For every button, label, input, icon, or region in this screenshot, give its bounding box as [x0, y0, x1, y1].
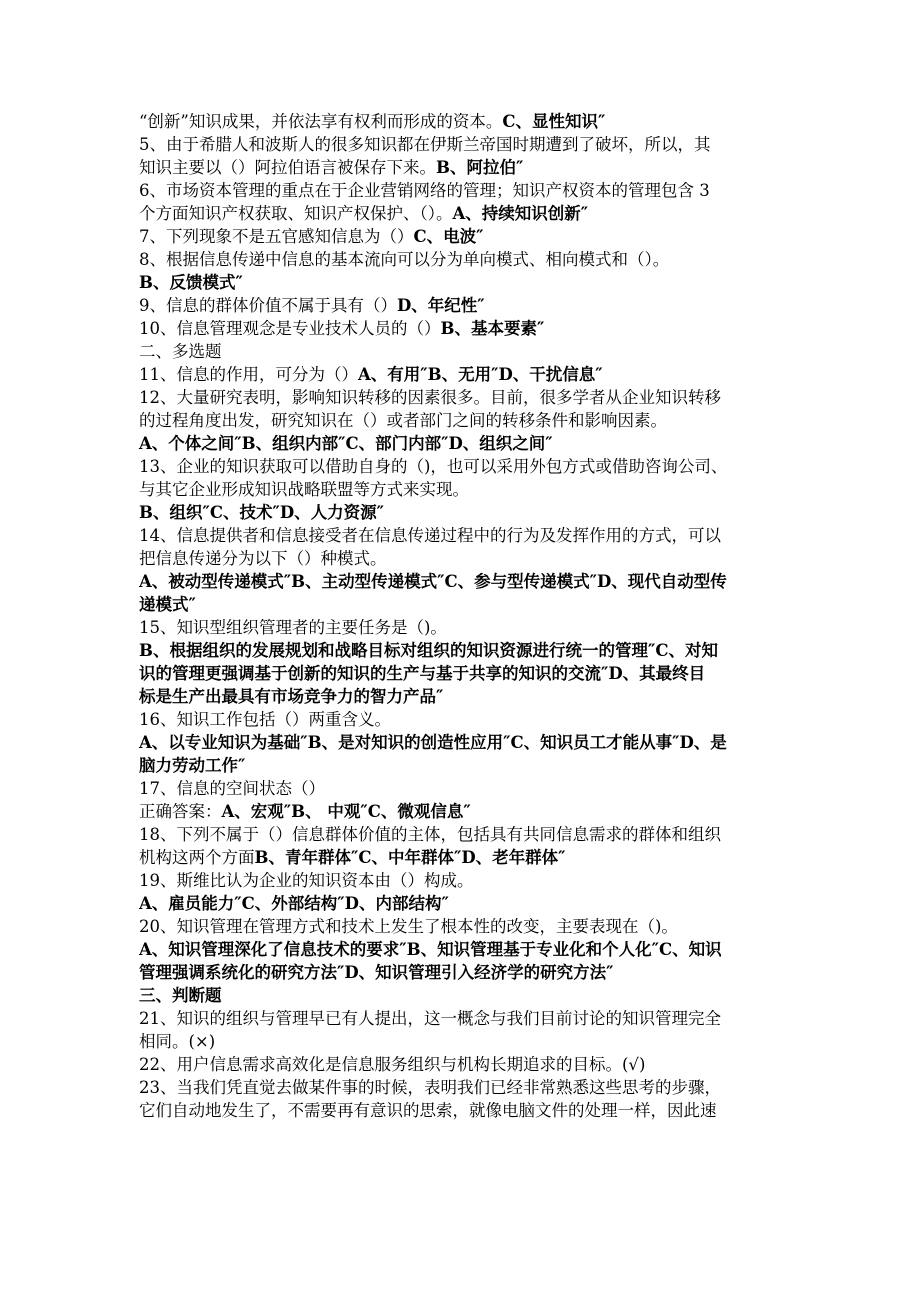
text-line: [139, 110, 787, 133]
answer-text: 递模式″: [139, 595, 196, 614]
text-line: [139, 1053, 787, 1076]
question-text: 11、信息的作用，可分为（）: [139, 365, 358, 384]
answer-text: A、个体之间″B、组织内部″C、部门内部″D、组织之间″: [139, 434, 553, 453]
question-text: 的过程角度出发，研究知识在（）或者部门之间的转移条件和影响因素。: [139, 411, 667, 430]
text-line: [139, 1099, 787, 1122]
text-line: [139, 478, 787, 501]
answer-text: B、组织″C、技术″D、人力资源″: [139, 503, 385, 522]
text-line: [139, 1076, 787, 1099]
text-line: [139, 501, 787, 524]
text-line: [139, 731, 787, 754]
text-line: [139, 547, 787, 570]
text-line: [139, 455, 787, 478]
answer-text: C、电波″: [413, 227, 484, 246]
text-line: [139, 179, 787, 202]
answer-text: 识的管理更强调基于创新的知识的生产与基于共享的知识的交流″D、其最终目: [139, 664, 706, 683]
text-line: [139, 317, 787, 340]
text-line: [139, 754, 787, 777]
question-text: 二、多选题: [139, 342, 222, 361]
text-line: [139, 984, 787, 1007]
text-line: [139, 662, 787, 685]
text-line: [139, 593, 787, 616]
text-line: [139, 202, 787, 225]
question-text: 19、斯维比认为企业的知识资本由（）构成。: [139, 871, 474, 890]
text-line: [139, 156, 787, 179]
text-line: [139, 639, 787, 662]
answer-text: 管理强调系统化的研究方法″D、知识管理引入经济学的研究方法″: [139, 963, 614, 982]
answer-text: B、根据组织的发展规划和战略目标对组织的知识资源进行统一的管理″C、对知: [139, 641, 718, 660]
text-line: [139, 570, 787, 593]
text-line: [139, 892, 787, 915]
answer-text: A、宏观″B、 中观″C、微观信息″: [221, 802, 471, 821]
text-line: [139, 777, 787, 800]
text-line: [139, 386, 787, 409]
text-line: [139, 1007, 787, 1030]
text-line: [139, 961, 787, 984]
text-line: [139, 271, 787, 294]
answer-text: A、雇员能力″C、外部结构″D、内部结构″: [139, 894, 449, 913]
answer-text: A、知识管理深化了信息技术的要求″B、知识管理基于专业化和个人化″C、知识: [139, 940, 722, 959]
answer-text: A、有用″B、无用″D、干扰信息″: [358, 365, 603, 384]
text-line: [139, 915, 787, 938]
answer-text: B、青年群体″C、中年群体″D、老年群体″: [254, 848, 566, 867]
text-line: [139, 524, 787, 547]
question-text: 14、信息提供者和信息接受者在信息传递过程中的行为及发挥作用的方式，可以: [139, 526, 721, 545]
text-line: [139, 363, 787, 386]
text-line: [139, 869, 787, 892]
answer-text: 标是生产出最具有市场竞争力的智力产品″: [139, 687, 444, 706]
text-line: [139, 846, 787, 869]
answer-text: C、显性知识″: [502, 112, 606, 131]
text-line: [139, 685, 787, 708]
text-line: [139, 340, 787, 363]
question-text: 相同。(×): [139, 1032, 216, 1051]
answer-text: B、反馈模式″: [139, 273, 243, 292]
text-line: [139, 1030, 787, 1053]
answer-text: D、年纪性″: [397, 296, 485, 315]
answer-text: B、基本要素″: [440, 319, 545, 338]
question-text: 20、知识管理在管理方式和技术上发生了根本性的改变，主要表现在（)。: [139, 917, 678, 936]
question-text: 18、下列不属于（）信息群体价值的主体，包括具有共同信息需求的群体和组织: [139, 825, 721, 844]
question-text: 12、大量研究表明，影响知识转移的因素很多。目前，很多学者从企业知识转移: [139, 388, 721, 407]
document-body: [139, 110, 787, 1122]
question-text: 6、市场资本管理的重点在于企业营销网络的管理；知识产权资本的管理包含 3: [139, 181, 710, 200]
question-text: 个方面知识产权获取、知识产权保护、（）。: [139, 204, 453, 223]
text-line: [139, 409, 787, 432]
question-text: 10、信息管理观念是专业技术人员的（）: [139, 319, 441, 338]
question-text: 5、由于希腊人和波斯人的很多知识都在伊斯兰帝国时期遭到了破坏，所以，其: [139, 135, 711, 154]
question-text: 22、用户信息需求高效化是信息服务组织与机构长期追求的目标。(√): [139, 1055, 646, 1074]
question-text: 13、企业的知识获取可以借助自身的（)，也可以采用外包方式或借助咨询公司、: [139, 457, 728, 476]
answer-text: A、持续知识创新″: [452, 204, 589, 223]
text-line: [139, 248, 787, 271]
answer-text: A、被动型传递模式″B、主动型传递模式″C、参与型传递模式″D、现代自动型传: [139, 572, 727, 591]
question-text: 17、信息的空间状态（）: [139, 779, 325, 798]
question-text: 知识主要以（）阿拉伯语言被保存下来。: [139, 158, 436, 177]
question-text: “创新”知识成果，并依法享有权利而形成的资本。: [139, 112, 503, 131]
answer-text: B、阿拉伯″: [436, 158, 524, 177]
question-text: 9、信息的群体价值不属于具有（）: [139, 296, 397, 315]
text-line: [139, 823, 787, 846]
question-text: 正确答案：: [139, 802, 222, 821]
text-line: [139, 294, 787, 317]
text-line: [139, 800, 787, 823]
question-text: 15、知识型组织管理者的主要任务是（)。: [139, 618, 447, 637]
text-line: [139, 938, 787, 961]
question-text: 把信息传递分为以下（）种模式。: [139, 549, 387, 568]
text-line: [139, 616, 787, 639]
text-line: [139, 432, 787, 455]
question-text: 7、下列现象不是五官感知信息为（）: [139, 227, 414, 246]
question-text: 与其它企业形成知识战略联盟等方式来实现。: [139, 480, 469, 499]
question-text: 23、当我们凭直觉去做某件事的时候，表明我们已经非常熟悉这些思考的步骤，: [139, 1078, 721, 1097]
question-text: 21、知识的组织与管理早已有人提出，这一概念与我们目前讨论的知识管理完全: [139, 1009, 721, 1028]
text-line: [139, 133, 787, 156]
question-text: 16、知识工作包括（）两重含义。: [139, 710, 391, 729]
answer-text: 脑力劳动工作″: [139, 756, 246, 775]
question-text: 8、根据信息传递中信息的基本流向可以分为单向模式、相向模式和（）。: [139, 250, 670, 269]
text-line: [139, 708, 787, 731]
text-line: [139, 225, 787, 248]
question-text: 它们自动地发生了，不需要再有意识的思索，就像电脑文件的处理一样，因此速: [139, 1101, 717, 1120]
answer-text: 三、判断题: [139, 986, 222, 1005]
question-text: 机构这两个方面: [139, 848, 255, 867]
answer-text: A、以专业知识为基础″B、是对知识的创造性应用″C、知识员工才能从事″D、是: [139, 733, 727, 752]
